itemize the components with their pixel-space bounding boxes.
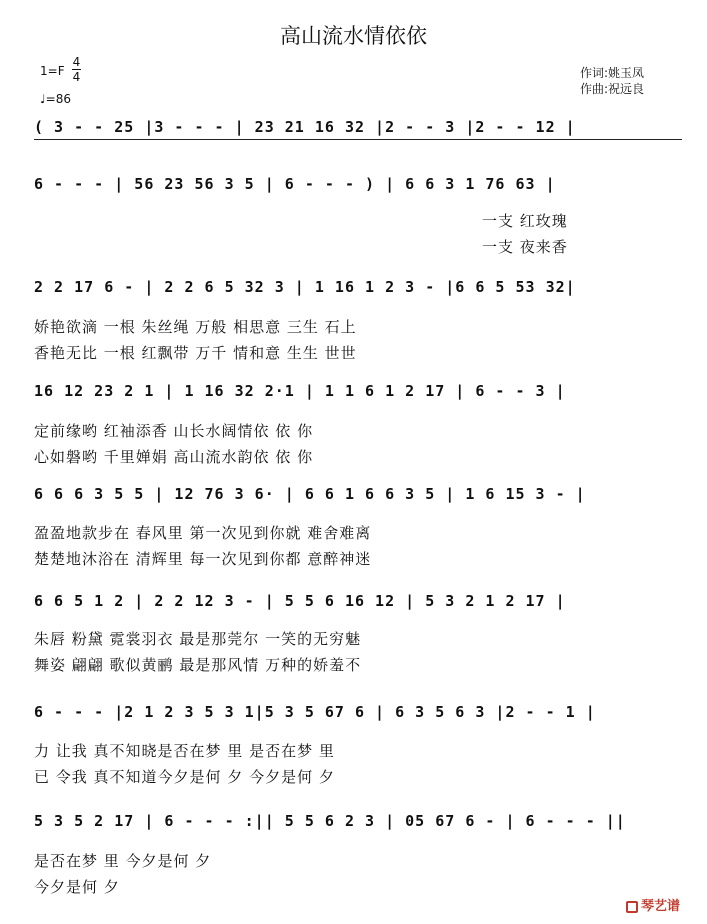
lyric-line-7b: 已 令我 真不知道今夕是何 夕 今夕是何 夕	[34, 768, 335, 786]
lyric-line-7a: 力 让我 真不知晓是否在梦 里 是否在梦 里	[34, 742, 335, 760]
score-line-1: ( 3 - - 25 |3 - - - | 23 21 16 32 |2 - - 3 |2 - - 12 |	[34, 118, 576, 136]
site-watermark	[626, 895, 680, 914]
lyric-line-6a: 朱唇 粉黛 霓裳羽衣 最是那莞尔 一笑的无穷魅	[34, 630, 362, 648]
lyric-line-5a: 盈盈地款步在 春风里 第一次见到你就 难舍难离	[34, 524, 372, 542]
lyric-line-8b: 今夕是何 夕	[34, 878, 120, 896]
lyricist-credit: 作词:姚玉凤	[580, 66, 645, 80]
lyric-line-2b: 一支 夜来香	[482, 238, 568, 256]
lyric-line-3b: 香艳无比 一根 红飘带 万千 情和意 生生 世世	[34, 344, 357, 362]
score-line-2: 6 - - - | 56 23 56 3 5 | 6 - - - ) | 6 6 3 1 76 63 |	[34, 175, 556, 193]
key-signature: 1=F	[40, 64, 65, 78]
score-line-7: 6 - - - |2 1 2 3 5 3 1|5 3 5 67 6 | 6 3 5 6 3 |2 - - 1 |	[34, 703, 596, 721]
time-signature-bottom: 4	[72, 70, 81, 84]
score-line-5: 6 6 6 3 5 5 | 12 76 3 6· | 6 6 1 6 6 3 5 | 1 6 15 3 - |	[34, 485, 586, 503]
underline-1	[34, 139, 682, 140]
score-line-8: 5 3 5 2 17 | 6 - - - :|| 5 5 6 2 3 | 05 67 6 - | 6 - - - ||	[34, 812, 626, 830]
lyric-line-8a: 是否在梦 里 今夕是何 夕	[34, 852, 212, 870]
logo-icon	[626, 901, 638, 913]
score-line-6: 6 6 5 1 2 | 2 2 12 3 - | 5 5 6 16 12 | 5 3 2 1 2 17 |	[34, 592, 566, 610]
composer-credit: 作曲:祝远良	[580, 82, 645, 96]
score-line-3: 2 2 17 6 - | 2 2 6 5 32 3 | 1 16 1 2 3 - |6 6 5 53 32|	[34, 278, 576, 296]
lyric-line-2a: 一支 红玫瑰	[482, 212, 568, 230]
time-signature	[72, 56, 81, 83]
lyric-line-5b: 楚楚地沐浴在 清辉里 每一次见到你都 意醉神迷	[34, 550, 372, 568]
lyric-line-3a: 娇艳欲滴 一根 朱丝绳 万般 相思意 三生 石上	[34, 318, 357, 336]
tempo-marking: ♩=86	[40, 92, 71, 106]
lyric-line-6b: 舞姿 翩翩 歌似黄鹂 最是那风情 万种的娇羞不	[34, 656, 362, 674]
lyric-line-4a: 定前缘哟 红袖添香 山长水阔情依 依 你	[34, 422, 314, 440]
score-line-4: 16 12 23 2 1 | 1 16 32 2·1 | 1 1 6 1 2 17 | 6 - - 3 |	[34, 382, 566, 400]
time-signature-top: 4	[72, 55, 81, 69]
watermark-text: 琴艺谱	[641, 899, 681, 914]
lyric-line-4b: 心如磐哟 千里婵娟 高山流水韵依 依 你	[34, 448, 314, 466]
song-title: 高山流水情依依	[280, 24, 427, 48]
